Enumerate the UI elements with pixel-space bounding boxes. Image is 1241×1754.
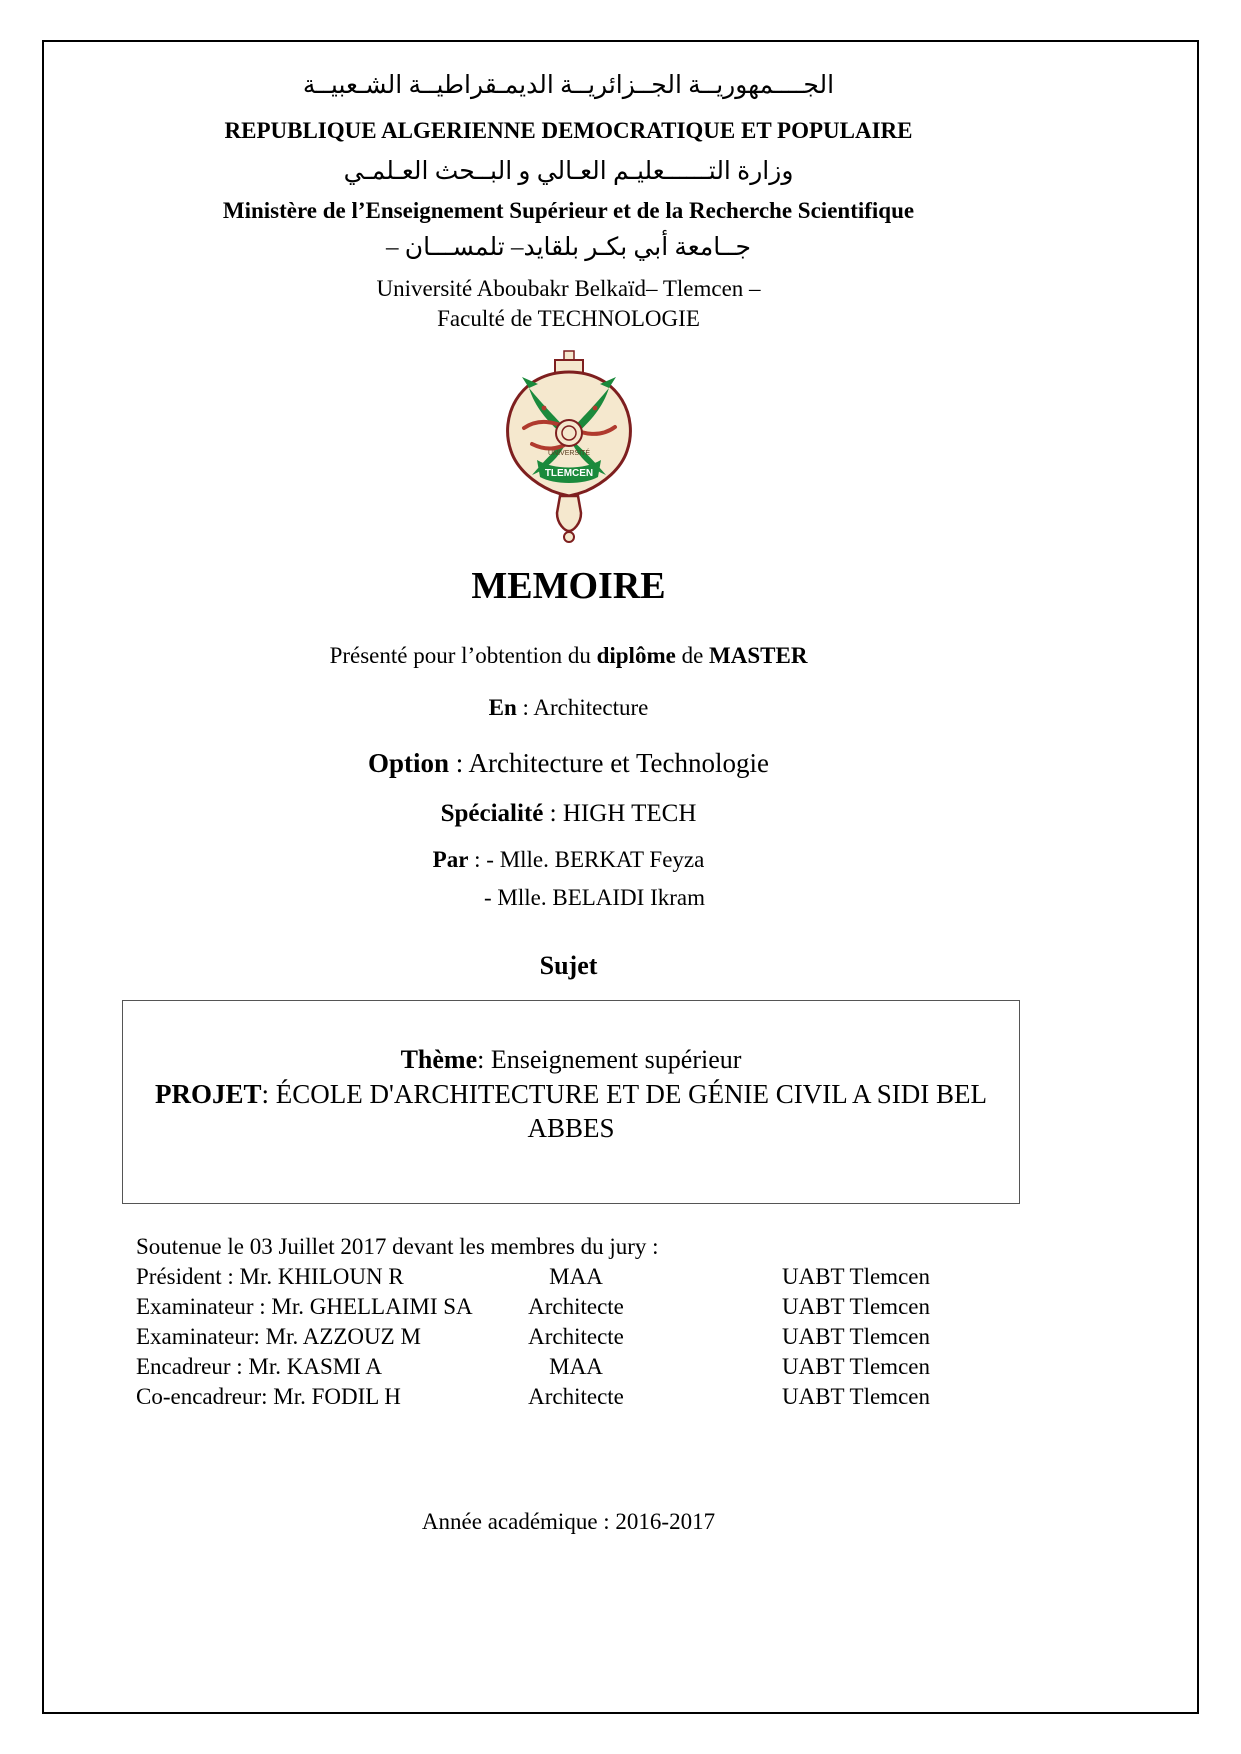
page-border-frame (42, 40, 1199, 1714)
logo-university-label: UNIVERSITÉ (547, 450, 590, 457)
ministry-line: Ministère de l’Enseignement Supérieur et de la Recherche Scientifique (222, 198, 915, 223)
jury-member-name: Examinateur: Mr. AZZOUZ M (136, 1324, 421, 1349)
jury-intro: Soutenue le 03 Juillet 2017 devant les membres du jury : (136, 1234, 659, 1259)
field-separator: : (516, 695, 534, 720)
authors-separator: : (468, 847, 487, 872)
project-label: PROJET (154, 1079, 262, 1109)
jury-member-grade: MAA (549, 1354, 603, 1379)
project-line (151, 1077, 991, 1145)
specialty-label: Spécialité (440, 800, 544, 827)
subject-heading: Sujet (539, 951, 598, 980)
jury-member-institution: UABT Tlemcen (782, 1294, 930, 1319)
arabic-university-line: جــامعة أبي بكـر بلقايد– تلمســـان – (386, 234, 751, 261)
specialty-value: HIGH TECH (562, 800, 697, 827)
jury-row (136, 1262, 1053, 1292)
option-value: Architecture et Technologie (468, 748, 770, 778)
jury-row (136, 1292, 1053, 1322)
jury-member-name: Encadreur : Mr. KASMI A (136, 1354, 382, 1379)
degree-master: MASTER (709, 643, 808, 668)
author-first: - Mlle. BERKAT Feyza (486, 847, 705, 872)
jury-row (136, 1382, 1053, 1412)
author-second: - Mlle. BELAIDI Ikram (484, 885, 705, 910)
jury-member-institution: UABT Tlemcen (782, 1384, 930, 1409)
jury-member-grade: Architecte (528, 1384, 624, 1409)
project-value: : ÉCOLE D'ARCHITECTURE ET DE GÉNIE CIVIL A SIDI BEL ABBES (261, 1079, 988, 1143)
jury-member-institution: UABT Tlemcen (782, 1264, 930, 1289)
university-logo (84, 348, 1053, 548)
degree-line (84, 642, 1053, 670)
university-line: Université Aboubakr Belkaïd– Tlemcen – (376, 276, 761, 301)
theme-label: Thème (400, 1045, 478, 1074)
jury-section (136, 1232, 1053, 1412)
logo-city-label: TLEMCEN (544, 468, 593, 479)
field-label: En (488, 695, 517, 720)
specialty-separator: : (543, 800, 563, 827)
authors-label: Par (432, 847, 469, 872)
academic-year: Année académique : 2016-2017 (421, 1509, 716, 1534)
theme-value: : Enseignement supérieur (477, 1045, 742, 1074)
jury-member-institution: UABT Tlemcen (782, 1354, 930, 1379)
university-seal-icon (494, 348, 644, 548)
faculty-line: Faculté de TECHNOLOGIE (437, 306, 700, 331)
republic-line: REPUBLIQUE ALGERIENNE DEMOCRATIQUE ET POPULAIRE (224, 118, 913, 143)
field-line (84, 694, 1053, 722)
jury-member-grade: Architecte (528, 1324, 624, 1349)
degree-prefix: Présenté pour l’obtention du (329, 643, 597, 668)
subject-box (122, 1000, 1020, 1204)
jury-member-name: Examinateur : Mr. GHELLAIMI SA (136, 1294, 473, 1319)
option-separator: : (449, 748, 469, 778)
jury-member-grade: MAA (549, 1264, 603, 1289)
jury-row (136, 1322, 1053, 1352)
arabic-ministry-line: وزارة التــــــعليـم العـالي و البــحث العـلمـي (343, 158, 794, 185)
option-line (84, 746, 1053, 780)
jury-member-institution: UABT Tlemcen (782, 1324, 930, 1349)
jury-member-name: Président : Mr. KHILOUN R (136, 1264, 404, 1289)
theme-line (151, 1043, 991, 1077)
authors-line (84, 846, 1053, 874)
degree-middle: de (675, 643, 710, 668)
field-value: Architecture (533, 695, 649, 720)
author-second-line (110, 884, 1079, 912)
specialty-line (84, 798, 1053, 830)
arabic-republic-line: الجــــمهوريــة الجــزائريــة الديمـقراطيــة الشـعبيــة (302, 72, 835, 99)
option-label: Option (367, 748, 450, 778)
jury-member-name: Co-encadreur: Mr. FODIL H (136, 1384, 401, 1409)
jury-row (136, 1352, 1053, 1382)
document-title: MEMOIRE (471, 565, 666, 607)
jury-member-grade: Architecte (528, 1294, 624, 1319)
degree-diploma: diplôme (596, 643, 676, 668)
